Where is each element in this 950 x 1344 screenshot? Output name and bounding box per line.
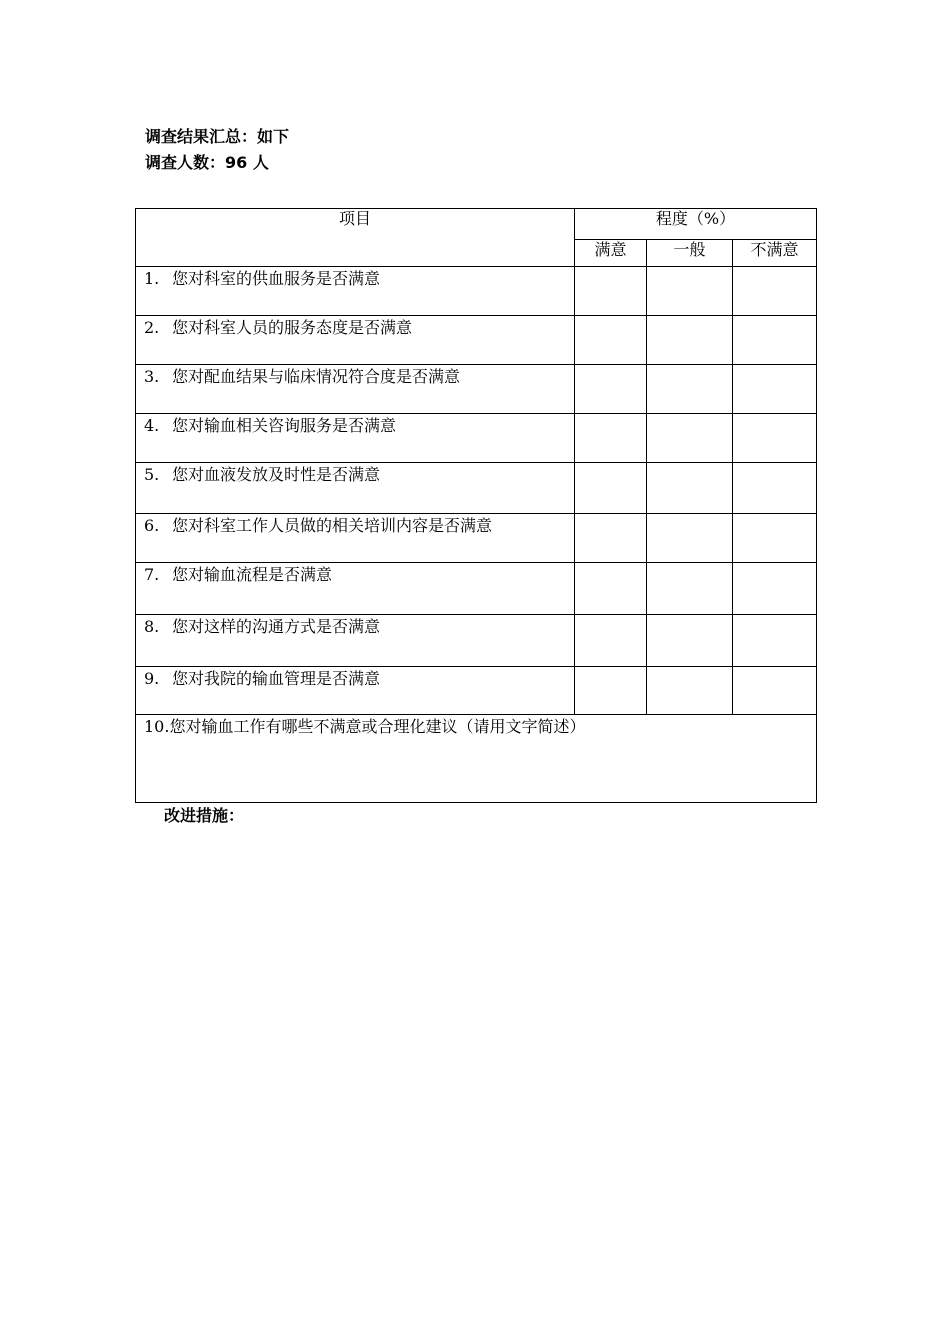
summary-title: 调查结果汇总：如下 (145, 127, 290, 146)
cell-average (647, 365, 733, 414)
improvement-measures-label: 改进措施： (164, 806, 245, 825)
row-question: 10.您对输血工作有哪些不满意或合理化建议（请用文字简述） (144, 717, 586, 736)
header-degree: 程度（%） (575, 209, 817, 240)
cell-satisfied (575, 563, 647, 615)
header-item: 项目 (136, 209, 575, 267)
table-row (136, 316, 817, 365)
table-row (136, 365, 817, 414)
cell-unsatisfied (733, 667, 817, 715)
table-row (136, 514, 817, 563)
cell-average (647, 563, 733, 615)
header-average: 一般 (647, 240, 733, 267)
cell-average (647, 667, 733, 715)
satisfaction-table (135, 208, 817, 803)
row-question: 3. 您对配血结果与临床情况符合度是否满意 (144, 367, 461, 386)
table-row (136, 563, 817, 615)
cell-unsatisfied (733, 463, 817, 514)
table-row (136, 667, 817, 715)
cell-average (647, 514, 733, 563)
cell-unsatisfied (733, 267, 817, 316)
cell-satisfied (575, 414, 647, 463)
cell-average (647, 316, 733, 365)
header-satisfied: 满意 (575, 240, 647, 267)
cell-average (647, 414, 733, 463)
cell-satisfied (575, 267, 647, 316)
cell-unsatisfied (733, 316, 817, 365)
cell-unsatisfied (733, 365, 817, 414)
row-question: 4. 您对输血相关咨询服务是否满意 (144, 416, 397, 435)
table-row (136, 414, 817, 463)
table-row-suggestion (136, 715, 817, 803)
row-question: 5. 您对血液发放及时性是否满意 (144, 465, 381, 484)
table-row (136, 463, 817, 514)
table-row (136, 267, 817, 316)
cell-unsatisfied (733, 563, 817, 615)
cell-satisfied (575, 365, 647, 414)
table-row (136, 615, 817, 667)
row-question: 9. 您对我院的输血管理是否满意 (144, 669, 381, 688)
cell-satisfied (575, 463, 647, 514)
survey-count: 调查人数：96 人 (145, 153, 269, 172)
cell-satisfied (575, 514, 647, 563)
row-question: 8. 您对这样的沟通方式是否满意 (144, 617, 381, 636)
row-question: 6. 您对科室工作人员做的相关培训内容是否满意 (144, 516, 493, 535)
cell-satisfied (575, 667, 647, 715)
cell-unsatisfied (733, 514, 817, 563)
cell-average (647, 615, 733, 667)
cell-satisfied (575, 316, 647, 365)
header-unsatisfied: 不满意 (733, 240, 817, 267)
cell-average (647, 463, 733, 514)
cell-unsatisfied (733, 615, 817, 667)
cell-average (647, 267, 733, 316)
cell-satisfied (575, 615, 647, 667)
row-question: 2. 您对科室人员的服务态度是否满意 (144, 318, 413, 337)
cell-unsatisfied (733, 414, 817, 463)
row-question: 7. 您对输血流程是否满意 (144, 565, 333, 584)
row-question: 1. 您对科室的供血服务是否满意 (144, 269, 381, 288)
